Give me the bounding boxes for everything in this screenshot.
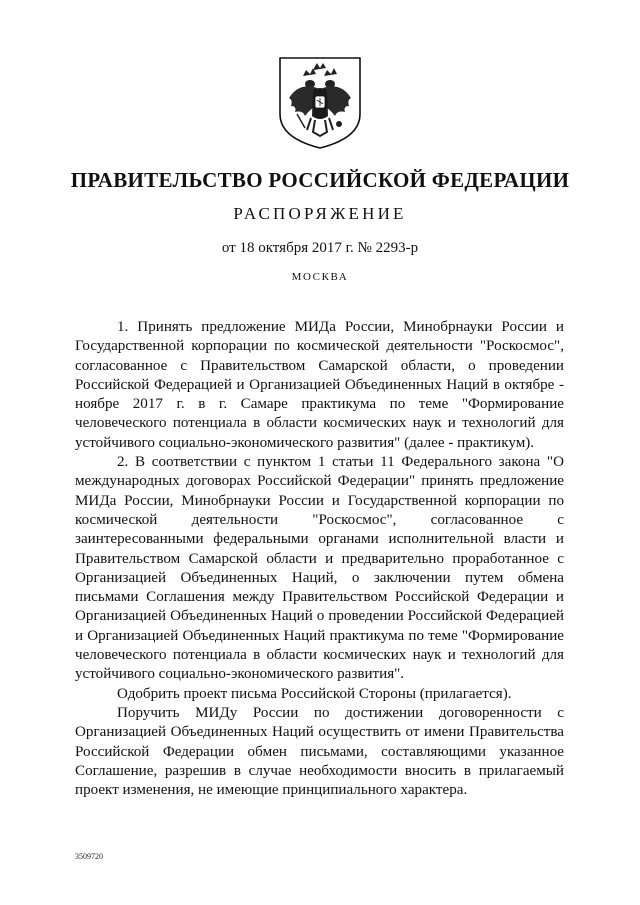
government-title: ПРАВИТЕЛЬСТВО РОССИЙСКОЙ ФЕДЕРАЦИИ [70,168,570,192]
document-type: РАСПОРЯЖЕНИЕ [233,204,407,223]
paragraph-1: 1. Принять предложение МИДа России, Минобрнауки России и Государственной корпорации по космической деятельности "Роскосмос", согласованное с Правительством Самарской области, о проведении Российской Федерацией и Организацией Объединенных Наций в октябре - ноябре 2017 г. в г. Самаре практикума по теме "Формирование человеческого потенциала в области космических наук и технологий для устойчивого социально-экономического развития" (далее - практикум). [75,319,564,451]
city-name: МОСКВА [291,271,349,283]
coat-of-arms-icon [277,56,363,150]
document-body [75,318,564,800]
paragraph-2: 2. В соответствии с пунктом 1 статьи 11 Федерального закона "О международных договорах Российской Федерации" принять предложение МИДа России, Минобрнауки России и Государственной корпорации по космической деятельности "Роскосмос", согласованное с заинтересованными федеральными органами исполнительной власти и Правительством Самарской области и предварительно проработанное с Организацией Объединенных Наций, о заключении путем обмена письмами Соглашения между Правительством Российской Федерации и Организацией Объединенных Наций о проведении Российской Федерацией и Организацией Объединенных Наций практикума по теме "Формирование человеческого потенциала в области космических наук и технологий для устойчивого социально-экономического развития". [75,454,564,683]
paragraph-3: Одобрить проект письма Российской Стороны (прилагается). [117,685,512,702]
date-and-number: от 18 октября 2017 г. № 2293-р [221,240,419,256]
paragraph-4: Поручить МИДу России по достижении договоренности с Организацией Объединенных Наций осуществить от имени Правительства Российской Федерации обмен письмами, составляющими указанное Соглашение, разрешив в случае необходимости вносить в прилагаемый проект изменения, не имеющие принципиального характера. [75,704,564,799]
document-code: 3509720 [75,852,103,861]
